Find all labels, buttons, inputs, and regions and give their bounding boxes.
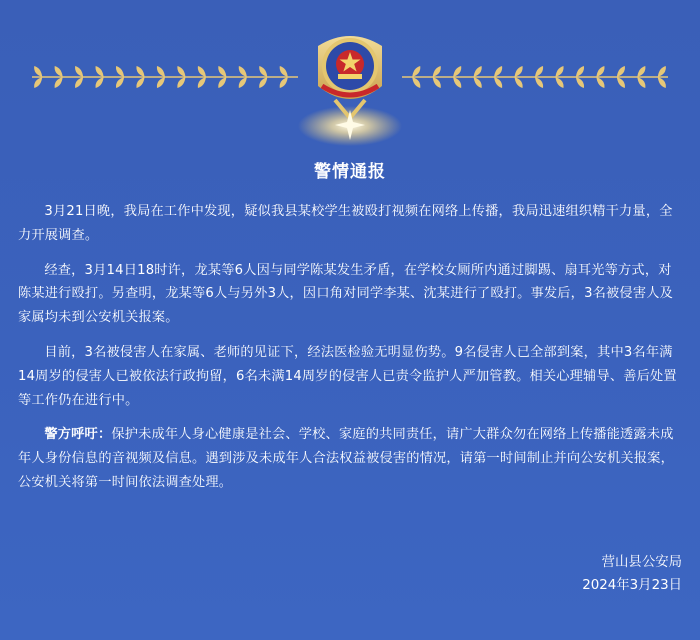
header-ornament bbox=[0, 0, 700, 160]
appeal-lead: 警方呼吁： bbox=[44, 427, 112, 443]
notice-paragraph-3: 目前，3名被侵害人在家属、老师的见证下，经法医检验无明显伤势。9名侵害人已全部到案，其中3名年满14周岁的侵害人已被依法行政拘留，6名未满14周岁的侵害人已责令监护人严加管教。相关心理辅导、善后处置等工作仍在进行中。 bbox=[18, 344, 677, 408]
notice-body bbox=[18, 200, 682, 506]
right-laurel-icon bbox=[402, 66, 668, 88]
signature-date: 2024年3月23日 bbox=[582, 578, 682, 593]
notice-title: 警情通报 bbox=[314, 162, 386, 182]
signature-org: 营山县公安局 bbox=[601, 555, 682, 570]
notice-paragraph-4: 警方呼吁：保护未成年人身心健康是社会、学校、家庭的共同责任，请广大群众勿在网络上传播能透露未成年人身份信息的音视频及信息。遇到涉及未成年人合法权益被侵害的情况，请第一时间制止并向公安机关报案，公安机关将第一时间依法调查处理。 bbox=[18, 427, 674, 490]
police-emblem-icon bbox=[298, 36, 402, 146]
notice-paragraph-1: 3月21日晚，我局在工作中发现，疑似我县某校学生被殴打视频在网络上传播，我局迅速组织精干力量，全力开展调查。 bbox=[18, 204, 673, 243]
left-laurel-icon bbox=[32, 66, 298, 88]
notice-paragraph-2: 经查，3月14日18时许，龙某等6人因与同学陈某发生矛盾，在学校女厕所内通过脚踢、扇耳光等方式，对陈某进行殴打。另查明，龙某等6人与另外3人，因口角对同学李某、沈某进行了殴打。事发后，3名被侵害人及家属均未到公安机关报案。 bbox=[18, 262, 673, 326]
